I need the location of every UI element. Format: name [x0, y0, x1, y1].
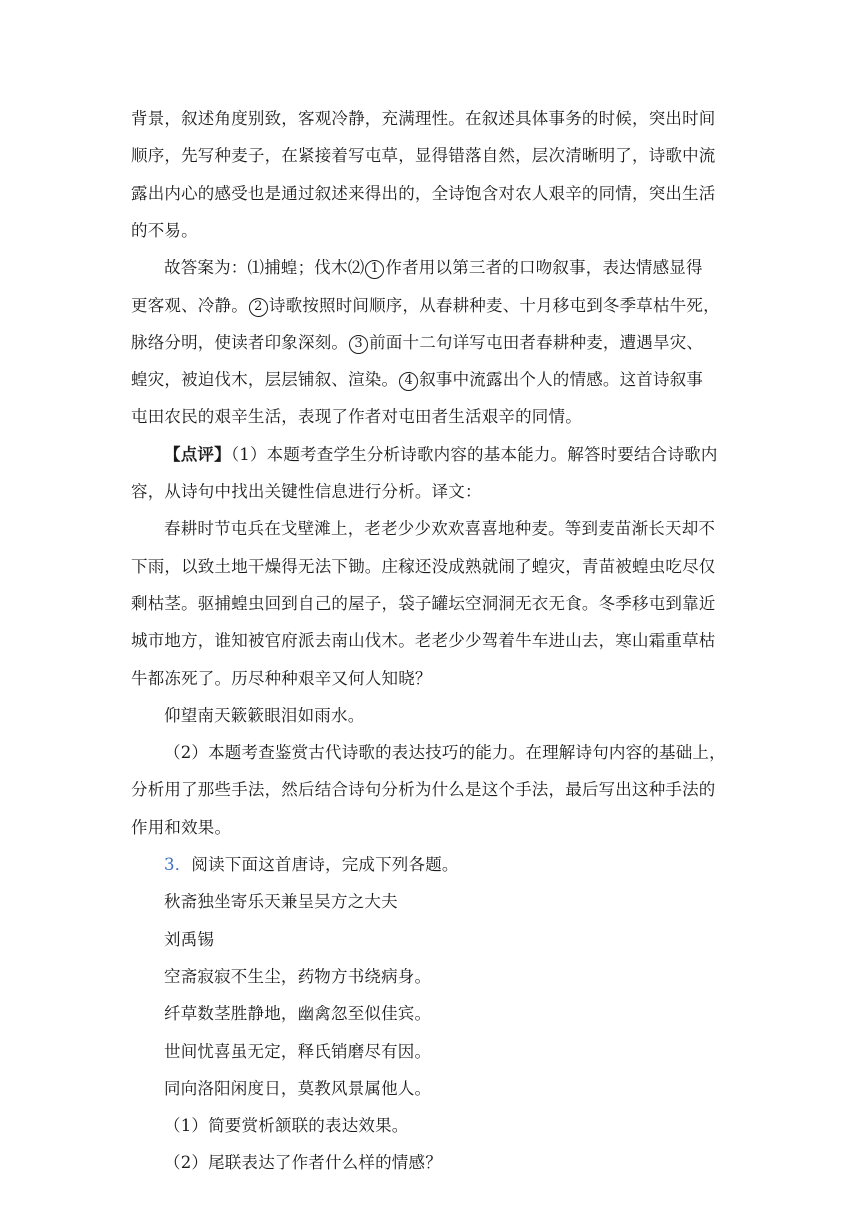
paragraph-line: 顺序，先写种麦子，在紧接着写屯草，显得错落自然，层次清晰明了，诗歌中流 [131, 146, 716, 165]
answer-line: 屯田农民的艰辛生活，表现了作者对屯田者生活艰辛的同情。 [131, 407, 582, 426]
circled-number-2: 2 [249, 298, 268, 317]
answer-line [131, 295, 720, 317]
comment2-line: 分析用了那些手法，然后结合诗句分析为什么是这个手法，最后写出这种手法的 [131, 780, 716, 799]
sub-question: （1）简要赏析颔联的表达效果。 [164, 1116, 409, 1135]
comment2-line: 作用和效果。 [131, 818, 232, 837]
comment-line [164, 444, 718, 466]
comment-tag: 【点评】 [164, 445, 231, 464]
answer-text: 脉络分明，使读者印象深刻。 [131, 333, 349, 352]
answer-line [131, 332, 703, 354]
circled-number-4: 4 [399, 372, 418, 391]
answer-text: 诗歌按照时间顺序，从春耕种麦、十月移屯到冬季草枯牛死， [268, 296, 720, 315]
answer-text: 故答案为：⑴捕蝗；伐木⑵ [164, 258, 365, 277]
comment2-line: （2）本题考查鉴赏古代诗歌的表达技巧的能力。在理解诗句内容的基础上， [164, 743, 726, 762]
paragraph-line: 背景，叙述角度别致，客观冷静，充满理性。在叙述具体事务的时候，突出时间 [131, 109, 716, 128]
translation-line: 春耕时节屯兵在戈壁滩上，老老少少欢欢喜喜地种麦。等到麦苗渐长天却不 [164, 519, 716, 538]
answer-text: 作者用以第三者的口吻叙事，表达情感显得 [385, 258, 703, 277]
answer-text: 更客观、冷静。 [131, 296, 248, 315]
answer-text: 蝗灾，被迫伐木，层层铺叙、渲染。 [131, 370, 399, 389]
poem-line: 纤草数茎胜静地，幽禽忽至似佳宾。 [164, 1004, 432, 1023]
question-3-prompt [164, 854, 459, 876]
comment-line: 容，从诗句中找出关键性信息进行分析。译文： [131, 482, 482, 501]
answer-line [131, 369, 703, 391]
answer-text: 前面十二句详写屯田者春耕种麦，遭遇旱灾、 [369, 333, 704, 352]
answer-text: 叙事中流露出个人的情感。这首诗叙事 [419, 370, 704, 389]
comment-text: （1）本题考查学生分析诗歌内容的基本能力。解答时要结合诗歌内 [230, 445, 718, 464]
poem-line: 同向洛阳闲度日，莫教风景属他人。 [164, 1079, 432, 1098]
answer-line [164, 257, 703, 279]
poem-title: 秋斋独坐寄乐天兼呈吴方之大夫 [164, 892, 398, 911]
translation-line: 仰望南天簌簌眼泪如雨水。 [164, 706, 365, 725]
translation-line: 牛都冻死了。历尽种种艰辛又何人知晓？ [131, 669, 432, 688]
poem-author: 刘禹锡 [164, 930, 215, 949]
translation-line: 下雨，以致土地干燥得无法下锄。庄稼还没成熟就闹了蝗灾，青苗被蝗虫吃尽仅 [131, 557, 716, 576]
sub-question: （2）尾联表达了作者什么样的情感？ [164, 1153, 442, 1172]
translation-line: 城市地方，谁知被官府派去南山伐木。老老少少驾着牛车进山去，寒山霜重草枯 [131, 631, 716, 650]
paragraph-line: 露出内心的感受也是通过叙述来得出的，全诗饱含对农人艰辛的同情，突出生活 [131, 184, 716, 203]
poem-line: 空斋寂寂不生尘，药物方书绕病身。 [164, 967, 432, 986]
question-number: 3． [164, 855, 192, 874]
question-text: 阅读下面这首唐诗，完成下列各题。 [191, 855, 459, 874]
translation-line: 剩枯茎。驱捕蝗虫回到自己的屋子，袋子罐坛空洞洞无衣无食。冬季移屯到靠近 [131, 594, 716, 613]
circled-number-3: 3 [349, 335, 368, 354]
poem-line: 世间忧喜虽无定，释氏销磨尽有因。 [164, 1042, 432, 1061]
circled-number-1: 1 [365, 260, 384, 279]
paragraph-line: 的不易。 [131, 221, 198, 240]
